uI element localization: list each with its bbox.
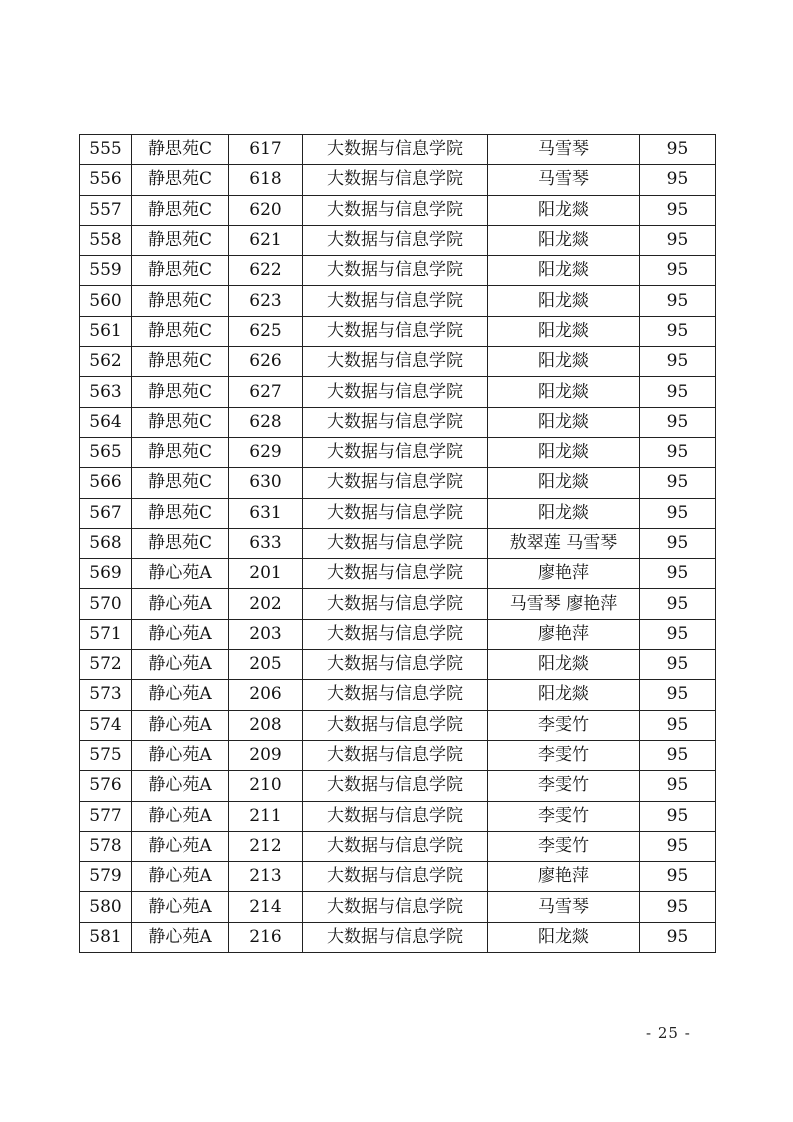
cell-room-number: 627 (229, 377, 303, 407)
cell-room-number: 212 (229, 831, 303, 861)
page-number: - 25 - (646, 1024, 691, 1042)
cell-score: 95 (640, 892, 716, 922)
cell-sequence-number: 571 (80, 619, 132, 649)
cell-person-in-charge: 阳龙燚 (488, 377, 640, 407)
cell-building: 静心苑A (132, 740, 229, 770)
table-row (80, 589, 716, 619)
cell-building: 静思苑C (132, 195, 229, 225)
cell-score: 95 (640, 650, 716, 680)
cell-building: 静心苑A (132, 710, 229, 740)
cell-building: 静心苑A (132, 801, 229, 831)
cell-sequence-number: 559 (80, 256, 132, 286)
table-row (80, 316, 716, 346)
cell-building: 静思苑C (132, 528, 229, 558)
table-row (80, 740, 716, 770)
cell-college: 大数据与信息学院 (303, 710, 488, 740)
cell-college: 大数据与信息学院 (303, 559, 488, 589)
table-row (80, 528, 716, 558)
cell-sequence-number: 576 (80, 771, 132, 801)
cell-sequence-number: 570 (80, 589, 132, 619)
cell-college: 大数据与信息学院 (303, 347, 488, 377)
cell-room-number: 625 (229, 316, 303, 346)
cell-college: 大数据与信息学院 (303, 801, 488, 831)
cell-person-in-charge: 廖艳萍 (488, 619, 640, 649)
cell-person-in-charge: 马雪琴 (488, 892, 640, 922)
cell-building: 静心苑A (132, 619, 229, 649)
table-row (80, 892, 716, 922)
cell-room-number: 208 (229, 710, 303, 740)
cell-sequence-number: 575 (80, 740, 132, 770)
cell-building: 静思苑C (132, 468, 229, 498)
cell-college: 大数据与信息学院 (303, 740, 488, 770)
cell-room-number: 203 (229, 619, 303, 649)
cell-building: 静思苑C (132, 347, 229, 377)
cell-person-in-charge: 李雯竹 (488, 831, 640, 861)
cell-score: 95 (640, 831, 716, 861)
table-row (80, 710, 716, 740)
cell-person-in-charge: 马雪琴 (488, 165, 640, 195)
cell-room-number: 623 (229, 286, 303, 316)
cell-college: 大数据与信息学院 (303, 892, 488, 922)
cell-building: 静心苑A (132, 922, 229, 952)
table-row (80, 831, 716, 861)
cell-score: 95 (640, 589, 716, 619)
cell-room-number: 205 (229, 650, 303, 680)
cell-sequence-number: 556 (80, 165, 132, 195)
cell-college: 大数据与信息学院 (303, 831, 488, 861)
cell-college: 大数据与信息学院 (303, 468, 488, 498)
cell-sequence-number: 560 (80, 286, 132, 316)
cell-college: 大数据与信息学院 (303, 316, 488, 346)
cell-room-number: 216 (229, 922, 303, 952)
cell-building: 静心苑A (132, 650, 229, 680)
cell-person-in-charge: 阳龙燚 (488, 498, 640, 528)
cell-college: 大数据与信息学院 (303, 498, 488, 528)
cell-room-number: 628 (229, 407, 303, 437)
cell-person-in-charge: 阳龙燚 (488, 225, 640, 255)
dormitory-score-table (79, 134, 716, 953)
cell-room-number: 618 (229, 165, 303, 195)
cell-building: 静心苑A (132, 680, 229, 710)
cell-sequence-number: 577 (80, 801, 132, 831)
cell-person-in-charge: 廖艳萍 (488, 559, 640, 589)
table-row (80, 165, 716, 195)
cell-room-number: 633 (229, 528, 303, 558)
cell-college: 大数据与信息学院 (303, 195, 488, 225)
cell-college: 大数据与信息学院 (303, 862, 488, 892)
cell-sequence-number: 568 (80, 528, 132, 558)
cell-college: 大数据与信息学院 (303, 650, 488, 680)
table-row (80, 256, 716, 286)
cell-college: 大数据与信息学院 (303, 256, 488, 286)
cell-score: 95 (640, 316, 716, 346)
table-row (80, 619, 716, 649)
cell-person-in-charge: 李雯竹 (488, 771, 640, 801)
cell-person-in-charge: 阳龙燚 (488, 650, 640, 680)
cell-room-number: 621 (229, 225, 303, 255)
cell-score: 95 (640, 347, 716, 377)
cell-person-in-charge: 李雯竹 (488, 710, 640, 740)
cell-person-in-charge: 阳龙燚 (488, 347, 640, 377)
cell-room-number: 620 (229, 195, 303, 225)
cell-sequence-number: 558 (80, 225, 132, 255)
cell-sequence-number: 557 (80, 195, 132, 225)
cell-building: 静心苑A (132, 589, 229, 619)
cell-person-in-charge: 马雪琴 (488, 135, 640, 165)
cell-sequence-number: 572 (80, 650, 132, 680)
cell-building: 静思苑C (132, 135, 229, 165)
cell-score: 95 (640, 225, 716, 255)
table-row (80, 225, 716, 255)
cell-score: 95 (640, 437, 716, 467)
cell-college: 大数据与信息学院 (303, 407, 488, 437)
cell-score: 95 (640, 468, 716, 498)
table-row (80, 286, 716, 316)
cell-person-in-charge: 马雪琴 廖艳萍 (488, 589, 640, 619)
dormitory-score-table-container (79, 134, 715, 953)
cell-room-number: 202 (229, 589, 303, 619)
cell-room-number: 631 (229, 498, 303, 528)
cell-college: 大数据与信息学院 (303, 225, 488, 255)
cell-person-in-charge: 阳龙燚 (488, 316, 640, 346)
cell-building: 静心苑A (132, 892, 229, 922)
table-row (80, 407, 716, 437)
cell-sequence-number: 578 (80, 831, 132, 861)
table-body (80, 135, 716, 953)
cell-sequence-number: 562 (80, 347, 132, 377)
cell-score: 95 (640, 256, 716, 286)
cell-person-in-charge: 李雯竹 (488, 740, 640, 770)
cell-sequence-number: 579 (80, 862, 132, 892)
cell-score: 95 (640, 377, 716, 407)
cell-sequence-number: 574 (80, 710, 132, 740)
cell-score: 95 (640, 195, 716, 225)
cell-college: 大数据与信息学院 (303, 377, 488, 407)
cell-sequence-number: 569 (80, 559, 132, 589)
cell-room-number: 201 (229, 559, 303, 589)
cell-person-in-charge: 阳龙燚 (488, 680, 640, 710)
cell-building: 静思苑C (132, 316, 229, 346)
cell-college: 大数据与信息学院 (303, 922, 488, 952)
cell-score: 95 (640, 740, 716, 770)
cell-sequence-number: 573 (80, 680, 132, 710)
cell-person-in-charge: 阳龙燚 (488, 407, 640, 437)
table-row (80, 650, 716, 680)
cell-room-number: 626 (229, 347, 303, 377)
cell-person-in-charge: 李雯竹 (488, 801, 640, 831)
cell-building: 静思苑C (132, 437, 229, 467)
table-row (80, 468, 716, 498)
cell-building: 静思苑C (132, 498, 229, 528)
table-row (80, 801, 716, 831)
cell-building: 静思苑C (132, 165, 229, 195)
table-row (80, 922, 716, 952)
cell-room-number: 209 (229, 740, 303, 770)
cell-score: 95 (640, 498, 716, 528)
cell-sequence-number: 564 (80, 407, 132, 437)
table-row (80, 437, 716, 467)
cell-building: 静思苑C (132, 256, 229, 286)
cell-sequence-number: 581 (80, 922, 132, 952)
table-row (80, 862, 716, 892)
cell-room-number: 213 (229, 862, 303, 892)
cell-score: 95 (640, 710, 716, 740)
cell-score: 95 (640, 165, 716, 195)
cell-sequence-number: 567 (80, 498, 132, 528)
cell-sequence-number: 555 (80, 135, 132, 165)
cell-score: 95 (640, 286, 716, 316)
cell-sequence-number: 563 (80, 377, 132, 407)
cell-room-number: 211 (229, 801, 303, 831)
cell-college: 大数据与信息学院 (303, 528, 488, 558)
cell-score: 95 (640, 801, 716, 831)
cell-room-number: 617 (229, 135, 303, 165)
cell-room-number: 214 (229, 892, 303, 922)
cell-room-number: 630 (229, 468, 303, 498)
cell-college: 大数据与信息学院 (303, 437, 488, 467)
cell-person-in-charge: 阳龙燚 (488, 195, 640, 225)
cell-person-in-charge: 廖艳萍 (488, 862, 640, 892)
cell-score: 95 (640, 771, 716, 801)
cell-building: 静心苑A (132, 771, 229, 801)
cell-room-number: 206 (229, 680, 303, 710)
cell-building: 静心苑A (132, 559, 229, 589)
cell-building: 静思苑C (132, 377, 229, 407)
cell-building: 静思苑C (132, 286, 229, 316)
table-row (80, 680, 716, 710)
cell-score: 95 (640, 407, 716, 437)
cell-college: 大数据与信息学院 (303, 286, 488, 316)
table-row (80, 771, 716, 801)
cell-room-number: 629 (229, 437, 303, 467)
cell-building: 静思苑C (132, 407, 229, 437)
table-row (80, 135, 716, 165)
table-row (80, 347, 716, 377)
cell-room-number: 210 (229, 771, 303, 801)
cell-college: 大数据与信息学院 (303, 680, 488, 710)
cell-sequence-number: 565 (80, 437, 132, 467)
cell-sequence-number: 566 (80, 468, 132, 498)
cell-college: 大数据与信息学院 (303, 135, 488, 165)
cell-person-in-charge: 阳龙燚 (488, 437, 640, 467)
cell-room-number: 622 (229, 256, 303, 286)
cell-person-in-charge: 阳龙燚 (488, 468, 640, 498)
cell-person-in-charge: 敖翠莲 马雪琴 (488, 528, 640, 558)
cell-score: 95 (640, 680, 716, 710)
table-row (80, 559, 716, 589)
cell-person-in-charge: 阳龙燚 (488, 256, 640, 286)
cell-person-in-charge: 阳龙燚 (488, 922, 640, 952)
cell-college: 大数据与信息学院 (303, 619, 488, 649)
cell-score: 95 (640, 922, 716, 952)
cell-building: 静心苑A (132, 831, 229, 861)
cell-building: 静思苑C (132, 225, 229, 255)
cell-sequence-number: 580 (80, 892, 132, 922)
cell-score: 95 (640, 135, 716, 165)
cell-score: 95 (640, 528, 716, 558)
cell-person-in-charge: 阳龙燚 (488, 286, 640, 316)
cell-sequence-number: 561 (80, 316, 132, 346)
cell-score: 95 (640, 559, 716, 589)
table-row (80, 377, 716, 407)
table-row (80, 195, 716, 225)
table-row (80, 498, 716, 528)
cell-building: 静心苑A (132, 862, 229, 892)
cell-score: 95 (640, 619, 716, 649)
cell-college: 大数据与信息学院 (303, 589, 488, 619)
cell-score: 95 (640, 862, 716, 892)
cell-college: 大数据与信息学院 (303, 771, 488, 801)
cell-college: 大数据与信息学院 (303, 165, 488, 195)
